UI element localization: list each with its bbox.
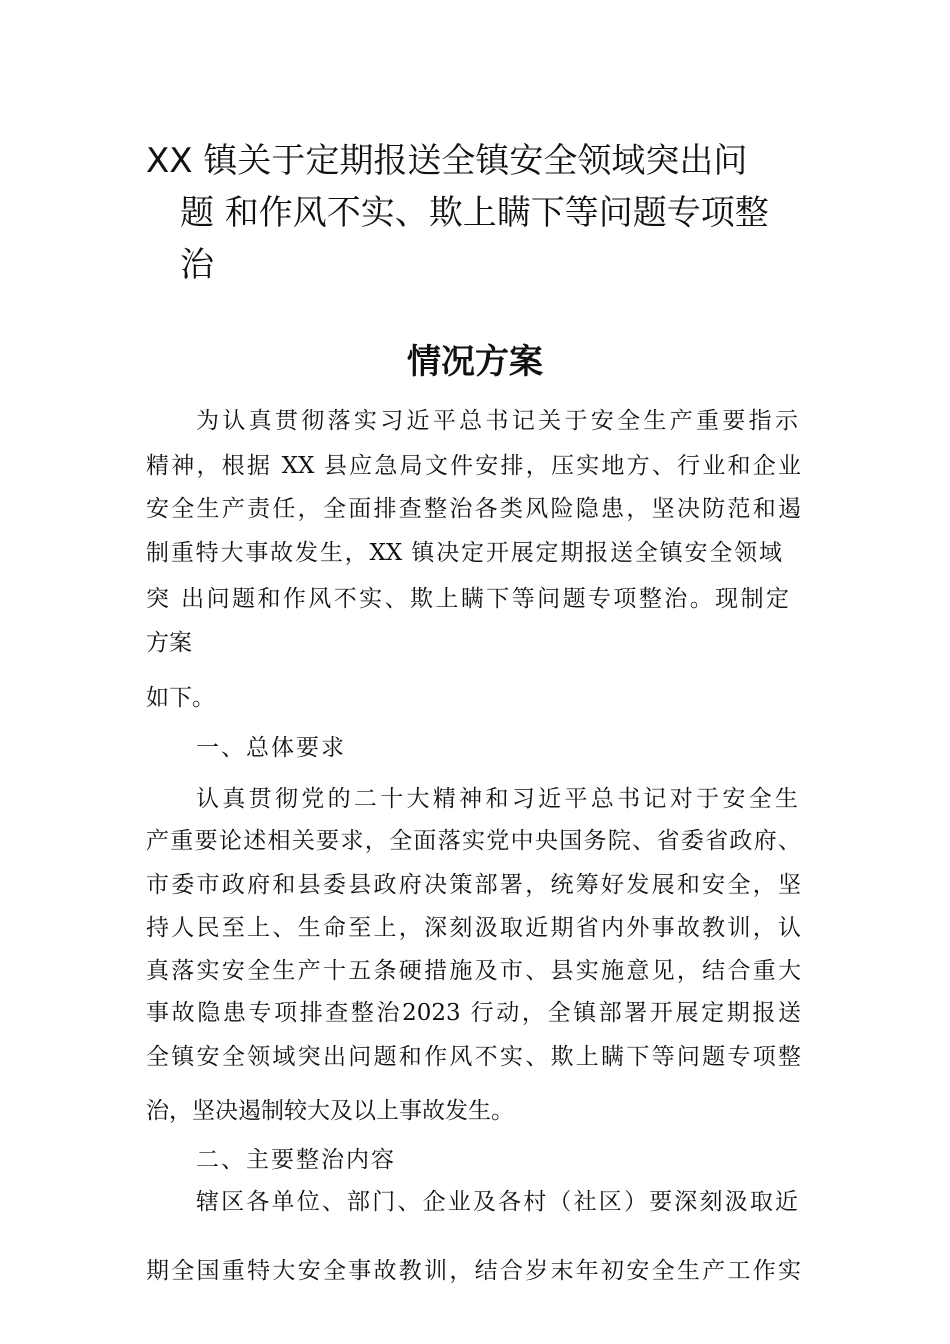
paragraph-2-line-4: 持人民至上、生命至上，深刻汲取近期省内外事故教训，认	[146, 915, 801, 941]
paragraph-2-line-1: 认真贯彻党的二十大精神和习近平总书记对于安全生	[196, 786, 798, 812]
paragraph-2-line-3: 市委市政府和县委县政府决策部署，统筹好发展和安全，坚	[146, 872, 801, 898]
paragraph-2-line-8: 治，坚决遏制较大及以上事故发生。	[146, 1098, 514, 1124]
paragraph-1-line-4: 制重特大事故发生，XX 镇决定开展定期报送全镇安全领域	[146, 540, 782, 566]
paragraph-3-line-1: 辖区各单位、部门、企业及各村（社区）要深刻汲取近	[196, 1189, 798, 1215]
paragraph-1-line-5: 突 出问题和作风不实、欺上瞒下等问题专项整治。现制定	[146, 586, 789, 612]
paragraph-3-line-2: 期全国重特大安全事故教训，结合岁末年初安全生产工作实	[146, 1258, 801, 1284]
paragraph-1-line-2: 精神，根据 XX 县应急局文件安排，压实地方、行业和企业	[146, 453, 801, 479]
paragraph-1-line-1: 为认真贯彻落实习近平总书记关于安全生产重要指示	[196, 408, 798, 434]
title-line-1: XX 镇关于定期报送全镇安全领域突出问	[146, 141, 748, 181]
title-line-2: 题 和作风不实、欺上瞒下等问题专项整	[180, 193, 769, 233]
paragraph-2-line-7: 全镇安全领域突出问题和作风不实、欺上瞒下等问题专项整	[146, 1044, 801, 1070]
paragraph-1-line-6: 方案	[146, 630, 192, 656]
paragraph-1-line-3: 安全生产责任，全面排查整治各类风险隐患，坚决防范和遏	[146, 496, 801, 522]
paragraph-2-line-6: 事故隐患专项排查整治2023 行动，全镇部署开展定期报送	[146, 1000, 801, 1026]
paragraph-1-line-7: 如下。	[146, 685, 215, 711]
document-subtitle: 情况方案	[407, 342, 543, 382]
paragraph-2-line-5: 真落实安全生产十五条硬措施及市、县实施意见，结合重大	[146, 958, 801, 984]
section-heading-1: 一、总体要求	[196, 735, 346, 761]
title-line-3: 治	[180, 245, 214, 285]
section-heading-2: 二、主要整治内容	[196, 1147, 396, 1173]
paragraph-2-line-2: 产重要论述相关要求，全面落实党中央国务院、省委省政府、	[146, 828, 801, 854]
